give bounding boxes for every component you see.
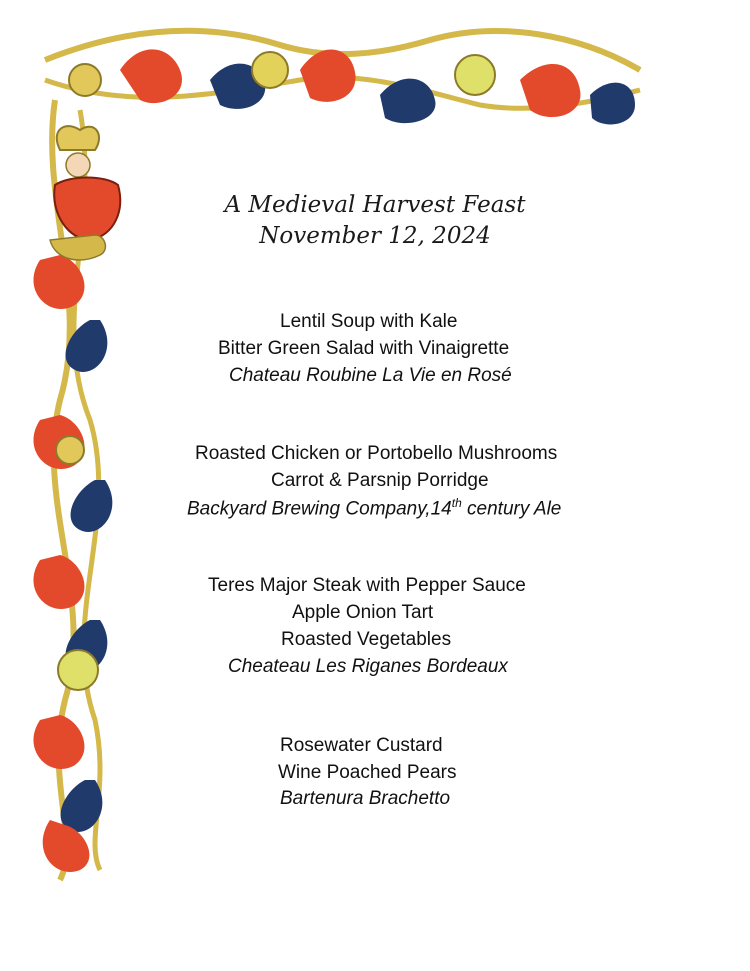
- course1-dish1: Lentil Soup with Kale: [280, 311, 458, 332]
- course4-wine: Bartenura Brachetto: [280, 788, 451, 809]
- menu-date: November 12, 2024: [259, 223, 491, 249]
- course3-wine: Cheateau Les Riganes Bordeaux: [228, 656, 508, 677]
- menu-title: A Medieval Harvest Feast: [224, 192, 526, 218]
- course2-beer-suffix: century Ale: [461, 498, 562, 520]
- course1-dish2: Bitter Green Salad with Vinaigrette: [218, 338, 510, 359]
- course3-dish2: Apple Onion Tart: [292, 602, 434, 623]
- course2-dish2: Carrot & Parsnip Porridge: [271, 470, 489, 491]
- course2-beer-prefix: Backyard Brewing Company,14: [187, 498, 452, 520]
- course4-dish2: Wine Poached Pears: [278, 762, 457, 783]
- course3-dish3: Roasted Vegetables: [281, 629, 452, 650]
- course4-dish1: Rosewater Custard: [280, 735, 443, 756]
- course2-beer-sup: th: [451, 496, 462, 510]
- course3-dish1: Teres Major Steak with Pepper Sauce: [208, 575, 526, 596]
- course2-dish1: Roasted Chicken or Portobello Mushrooms: [195, 443, 558, 464]
- course2-beer: [187, 496, 750, 520]
- top-vine-border: [45, 31, 640, 125]
- course1-wine: Chateau Roubine La Vie en Rosé: [229, 365, 512, 386]
